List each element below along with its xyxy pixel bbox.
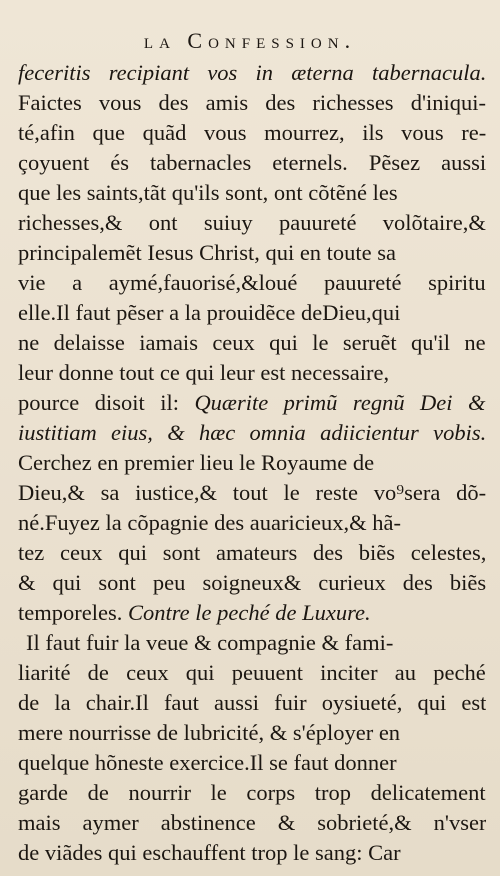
latin-quote: Quærite primũ regnũ Dei & xyxy=(194,390,486,415)
text-line xyxy=(18,538,486,568)
text-line xyxy=(18,298,486,328)
text-segment: Il faut fuir la veue & compagnie & fami- xyxy=(26,630,394,655)
text-line xyxy=(18,838,486,868)
text-segment: tez ceux qui sont amateurs des biẽs celestes, xyxy=(18,540,486,565)
text-segment: richesses,& ont suiuy pauureté volõtaire,& xyxy=(18,210,486,235)
text-segment: & qui sont peu soigneux& curieux des biẽs xyxy=(18,570,486,595)
text-segment: que les saints,tãt qu'ils sont, ont cõtẽné les xyxy=(18,180,398,205)
text-line xyxy=(18,448,486,478)
text-segment: de la chair.Il faut aussi fuir oysiueté, qui est xyxy=(18,690,486,715)
text-line xyxy=(18,628,486,658)
text-line xyxy=(18,658,486,688)
text-segment: quelque hõneste exercice.Il se faut donner xyxy=(18,750,397,775)
text-line xyxy=(18,88,486,118)
text-line xyxy=(18,178,486,208)
text-segment: de viãdes qui eschauffent trop le sang: Car xyxy=(18,840,401,865)
text-line xyxy=(18,358,486,388)
text-line xyxy=(18,418,486,448)
body-text xyxy=(18,58,486,868)
text-line xyxy=(18,148,486,178)
latin-quote: Contre le peché de Luxure. xyxy=(127,600,371,625)
latin-quote: iustitiam eius, & hæc omnia adiicientur vobis. xyxy=(18,420,486,445)
text-segment: leur donne tout ce qui leur est necessaire, xyxy=(18,360,390,385)
text-segment: mere nourrisse de lubricité, & s'éployer en xyxy=(18,720,401,745)
text-line xyxy=(18,58,486,88)
text-line xyxy=(18,778,486,808)
text-line xyxy=(18,118,486,148)
text-line xyxy=(18,388,486,418)
text-segment: liarité de ceux qui peuuent inciter au peché xyxy=(18,660,486,685)
text-line xyxy=(18,328,486,358)
text-line xyxy=(18,268,486,298)
text-line xyxy=(18,748,486,778)
text-segment: mais aymer abstinence & sobrieté,& n'vser xyxy=(18,810,486,835)
text-segment: pource disoit il: xyxy=(18,390,195,415)
text-segment: ne delaisse iamais ceux qui le seruẽt qu'il ne xyxy=(18,330,486,355)
text-segment: elle.Il faut pẽser a la prouidẽce deDieu,qui xyxy=(18,300,401,325)
text-segment: Cerchez en premier lieu le Royaume de xyxy=(18,450,375,475)
text-segment: temporeles. xyxy=(18,600,128,625)
text-line xyxy=(18,238,486,268)
text-segment: garde de nourrir le corps trop delicatement xyxy=(18,780,486,805)
text-line xyxy=(18,808,486,838)
latin-quote: feceritis recipiant vos in æterna tabernacula. xyxy=(18,60,486,85)
text-segment: vie a aymé,fauorisé,&loué pauureté spiritu xyxy=(18,270,486,295)
text-line xyxy=(18,598,486,628)
text-segment: té,afin que quãd vous mourrez, ils vous re- xyxy=(18,120,486,145)
text-line xyxy=(18,688,486,718)
text-segment: né.Fuyez la cõpagnie des auaricieux,& hã- xyxy=(18,510,401,535)
text-segment: Faictes vous des amis des richesses d'iniqui- xyxy=(18,90,486,115)
text-line xyxy=(18,508,486,538)
running-header: la Confession. xyxy=(143,28,357,53)
text-line xyxy=(18,718,486,748)
text-segment: principalemẽt Iesus Christ, qui en toute sa xyxy=(18,240,397,265)
text-line xyxy=(18,568,486,598)
text-line xyxy=(18,478,486,508)
text-segment: Dieu,& sa iustice,& tout le reste vo⁹sera dõ- xyxy=(18,480,486,505)
text-line xyxy=(18,208,486,238)
text-segment: çoyuent és tabernacles eternels. Pẽsez aussi xyxy=(18,150,486,175)
